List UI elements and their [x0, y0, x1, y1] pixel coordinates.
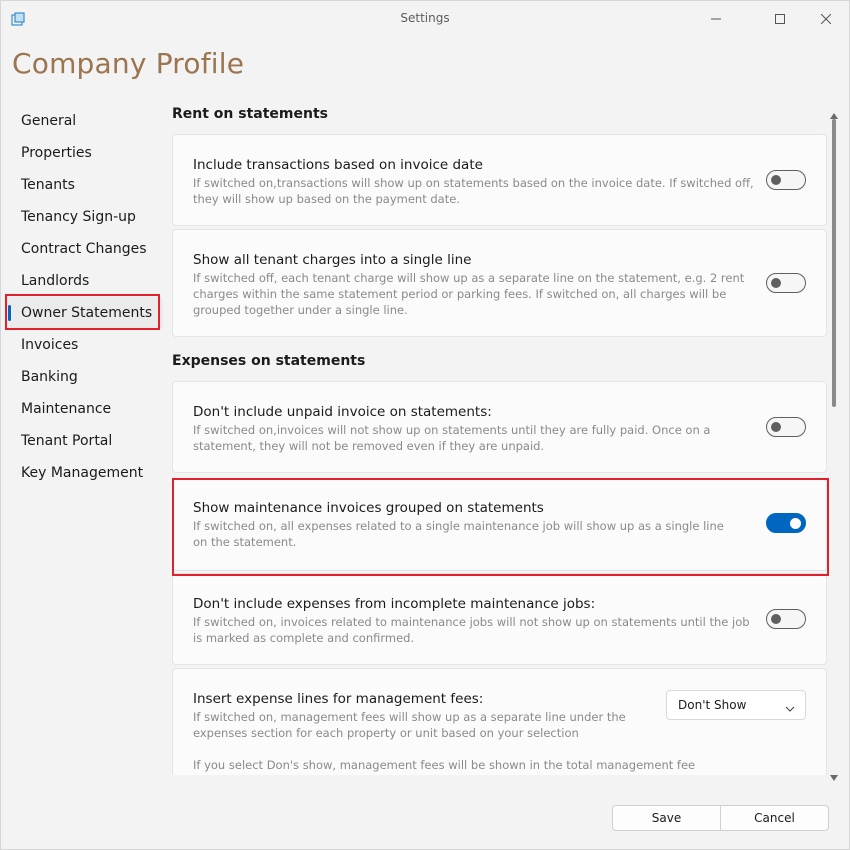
- setting-description: If switched on, invoices related to maintenance jobs will not show up on statements until the job is marked as complete and confirmed.: [193, 615, 750, 645]
- setting-card-unpaid-invoice: [172, 381, 827, 473]
- sidebar-item-owner-statements[interactable]: Owner Statements: [5, 297, 163, 329]
- setting-card-maintenance-grouped: [172, 479, 827, 571]
- chevron-down-icon: [785, 701, 795, 715]
- close-button[interactable]: [803, 1, 849, 35]
- scroll-up-icon[interactable]: [830, 105, 838, 113]
- invoice-date-toggle[interactable]: [766, 170, 806, 190]
- sidebar-item-tenant-portal[interactable]: Tenant Portal: [21, 433, 113, 449]
- scroll-thumb[interactable]: [832, 119, 836, 407]
- title-bar: [1, 1, 849, 35]
- setting-description: If switched on, all expenses related to a single maintenance job will show up as a single line on the statement.: [193, 519, 724, 549]
- sidebar-item-invoices[interactable]: Invoices: [21, 337, 79, 353]
- setting-card-incomplete-jobs: [172, 573, 827, 665]
- minimize-button[interactable]: [693, 1, 739, 35]
- window-title: Settings: [400, 11, 450, 25]
- setting-title: Show all tenant charges into a single line: [193, 252, 472, 268]
- setting-title: Insert expense lines for management fees:: [193, 691, 484, 707]
- setting-title: Don't include unpaid invoice on statements:: [193, 404, 492, 420]
- select-value: Don't Show: [678, 698, 747, 712]
- section-title-expenses: Expenses on statements: [172, 353, 366, 369]
- sidebar-item-contract-changes[interactable]: Contract Changes: [21, 241, 147, 257]
- single-line-charges-toggle[interactable]: [766, 273, 806, 293]
- close-icon: [821, 9, 831, 28]
- maximize-icon: [775, 9, 785, 28]
- setting-description: If switched on,invoices will not show up on statements until they are fully paid. Once on a statement, they will not be removed even if they are unpaid.: [193, 423, 711, 453]
- setting-card-management-fees: [172, 668, 827, 775]
- sidebar-item-key-management[interactable]: Key Management: [21, 465, 144, 481]
- page-title: Company Profile: [12, 47, 245, 80]
- setting-title: Show maintenance invoices grouped on statements: [193, 500, 544, 516]
- sidebar-nav: [5, 105, 163, 489]
- setting-description-secondary: If you select Don's show, management fees will be shown in the total management fee: [193, 758, 696, 772]
- management-fees-select[interactable]: [666, 690, 806, 720]
- section-title-rent: Rent on statements: [172, 106, 329, 122]
- content-scrollbar[interactable]: [829, 105, 839, 775]
- save-button[interactable]: Save: [612, 805, 721, 831]
- setting-title: Don't include expenses from incomplete maintenance jobs:: [193, 596, 596, 612]
- sidebar-item-tenants[interactable]: Tenants: [21, 177, 75, 193]
- sidebar-item-landlords[interactable]: Landlords: [21, 273, 90, 289]
- setting-title: Include transactions based on invoice date: [193, 157, 483, 173]
- minimize-icon: [711, 9, 721, 28]
- setting-card-single-line-charges: [172, 229, 827, 337]
- sidebar-item-tenancy-sign-up[interactable]: Tenancy Sign-up: [21, 209, 136, 225]
- maximize-button[interactable]: [757, 1, 803, 35]
- toggle-knob: [771, 278, 781, 288]
- toggle-knob: [771, 422, 781, 432]
- cancel-button[interactable]: Cancel: [720, 805, 829, 831]
- maintenance-grouped-toggle[interactable]: [766, 513, 806, 533]
- setting-description: If switched on,transactions will show up on statements based on the invoice date. If switched off, they will show up based on the payment date.: [193, 176, 754, 206]
- toggle-knob: [790, 518, 801, 529]
- setting-card-invoice-date: [172, 134, 827, 226]
- settings-content: [172, 101, 829, 775]
- sidebar-item-banking[interactable]: Banking: [21, 369, 78, 385]
- setting-description: If switched off, each tenant charge will show up as a separate line on the statement, e.g. 2 rent charges within the same statement period or parking fees. If switched on, all charges will be grouped together under a single line.: [193, 271, 745, 317]
- toggle-knob: [771, 614, 781, 624]
- scroll-down-icon[interactable]: [830, 767, 838, 775]
- incomplete-jobs-toggle[interactable]: [766, 609, 806, 629]
- unpaid-invoice-toggle[interactable]: [766, 417, 806, 437]
- toggle-knob: [771, 175, 781, 185]
- setting-description: If switched on, management fees will show up as a separate line under the expenses section for each property or unit based on your selection: [193, 710, 626, 740]
- sidebar-item-properties[interactable]: Properties: [21, 145, 92, 161]
- sidebar-item-general[interactable]: General: [21, 113, 77, 129]
- sidebar-item-maintenance[interactable]: Maintenance: [21, 401, 112, 417]
